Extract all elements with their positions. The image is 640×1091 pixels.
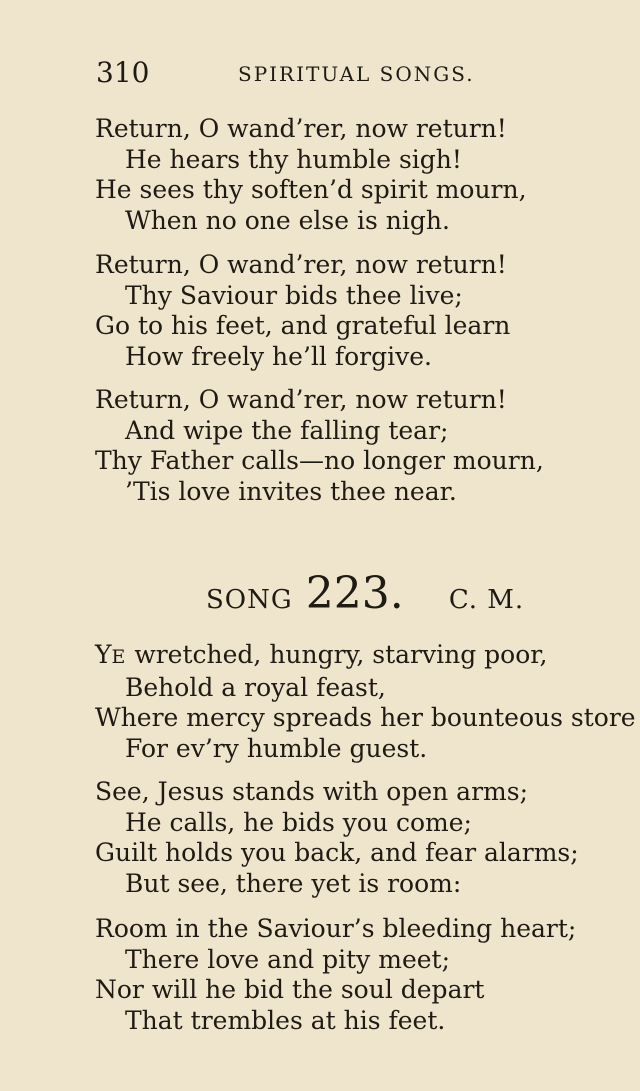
stanza (95, 250, 640, 372)
song-heading (206, 568, 606, 619)
song-meter: C. M. (448, 585, 525, 615)
verse-line: How freely he’ll forgive. (125, 341, 432, 371)
stanza (95, 385, 640, 507)
verse-line: But see, there yet is room: (125, 868, 462, 898)
verse-line: Return, O wand’rer, now return! (95, 250, 507, 279)
verse-line: Guilt holds you back, and fear alarms; (95, 838, 579, 867)
verse-line: He calls, he bids you come; (125, 807, 472, 837)
verse-line: Room in the Saviour’s bleeding heart; (95, 914, 577, 943)
verse-line: He hears thy humble sigh! (125, 144, 462, 174)
verse-line: See, Jesus stands with open arms; (95, 777, 528, 806)
verse-line: ’Tis love invites thee near. (125, 476, 457, 506)
verse-line: Behold a royal feast, (125, 672, 386, 702)
verse-line: There love and pity meet; (125, 944, 451, 974)
verse-line: For ev’ry humble guest. (125, 733, 428, 763)
first-line-rest: wretched, hungry, starving poor, (126, 640, 548, 669)
verse-line: Thy Father calls—no longer mourn, (95, 446, 544, 475)
verse-line: Return, O wand’rer, now return! (95, 114, 507, 143)
song-label: SONG (206, 585, 293, 615)
verse-line: That trembles at his feet. (125, 1005, 446, 1035)
song-number: 223. (305, 568, 404, 619)
small-caps: E (111, 646, 127, 668)
drop-initial: Y (95, 640, 112, 669)
verse-line: He sees thy soften’d spirit mourn, (95, 175, 527, 204)
verse-line: When no one else is nigh. (125, 205, 450, 235)
stanza (95, 777, 640, 899)
verse-line: Return, O wand’rer, now return! (95, 385, 507, 414)
verse-line-first (95, 640, 640, 673)
verse-line: Nor will he bid the soul depart (95, 975, 485, 1004)
page-header (96, 56, 516, 92)
stanza (95, 914, 640, 1036)
verse-line: And wipe the falling tear; (125, 415, 449, 445)
verse-line: Go to his feet, and grateful learn (95, 311, 511, 340)
verse-line: Where mercy spreads her bounteous store (95, 703, 636, 732)
stanza (95, 640, 640, 764)
verse-line: Thy Saviour bids thee live; (125, 280, 463, 310)
page-number: 310 (96, 56, 150, 89)
running-head: SPIRITUAL SONGS. (238, 62, 475, 86)
stanza (95, 114, 640, 236)
